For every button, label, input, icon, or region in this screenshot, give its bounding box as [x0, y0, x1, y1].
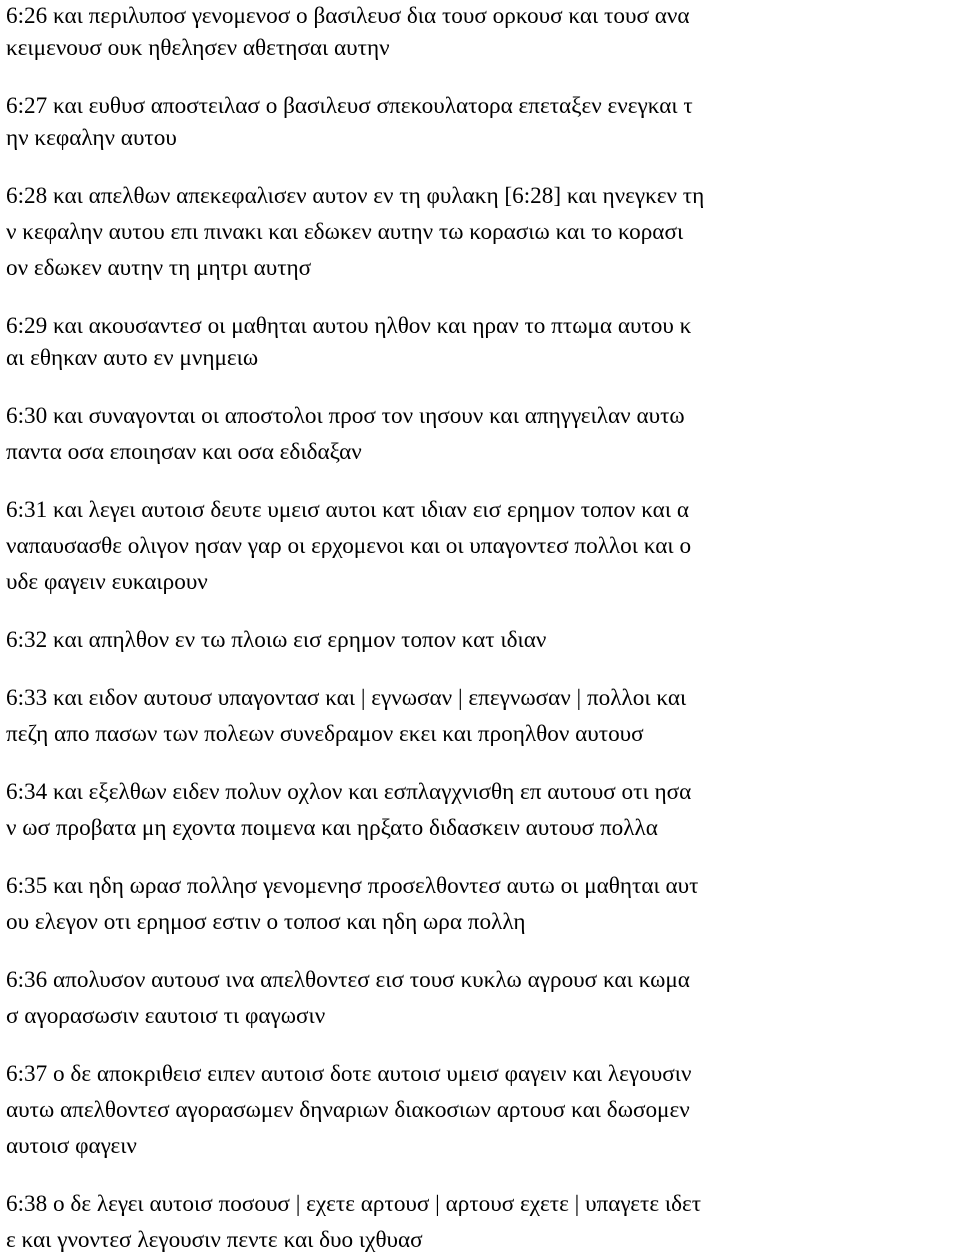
text-line: 6:36 απολυσον αυτουσ ινα απελθοντεσ εισ τουσ κυκλω αγρουσ και κωμα — [6, 967, 690, 993]
text-line: 6:34 και εξελθων ειδεν πολυν οχλον και εσπλαγχνισθη επ αυτουσ οτι ησα — [6, 779, 692, 805]
text-line: κειμενουσ ουκ ηθελησεν αθετησαι αυτην — [6, 35, 390, 61]
text-line: 6:28 και απελθων απεκεφαλισεν αυτον εν τη φυλακη [6:28] και ηνεγκεν τη — [6, 183, 705, 209]
text-line: πεζη απο πασων των πολεων συνεδραμον εκει και προηλθον αυτουσ — [6, 721, 644, 747]
text-line: παντα οσα εποιησαν και οσα εδιδαξαν — [6, 439, 362, 465]
text-line: ναπαυσασθε ολιγον ησαν γαρ οι ερχομενοι και οι υπαγοντεσ πολλοι και ο — [6, 533, 692, 559]
text-line: ε και γνοντεσ λεγουσιν πεντε και δυο ιχθυασ — [6, 1227, 423, 1253]
text-line: ον εδωκεν αυτην τη μητρι αυτησ — [6, 255, 312, 281]
text-line: 6:29 και ακουσαντεσ οι μαθηται αυτου ηλθον και ηραν το πτωμα αυτου κ — [6, 313, 692, 339]
text-line: 6:31 και λεγει αυτοισ δευτε υμεισ αυτοι κατ ιδιαν εισ ερημον τοπον και α — [6, 497, 690, 523]
text-line: 6:32 και απηλθον εν τω πλοιω εισ ερημον τοπον κατ ιδιαν — [6, 627, 547, 653]
text-line: 6:38 ο δε λεγει αυτοισ ποσουσ | εχετε αρτουσ | αρτουσ εχετε | υπαγετε ιδετ — [6, 1191, 702, 1217]
text-line: ν κεφαλην αυτου επι πινακι και εδωκεν αυτην τω κορασιω και το κορασι — [6, 219, 684, 245]
text-line: ου ελεγον οτι ερημοσ εστιν ο τοποσ και ηδη ωρα πολλη — [6, 909, 526, 935]
text-line: 6:33 και ειδον αυτουσ υπαγοντασ και | εγνωσαν | επεγνωσαν | πολλοι και — [6, 685, 687, 711]
text-line: αυτω απελθοντεσ αγορασωμεν δηναριων διακοσιων αρτουσ και δωσομεν — [6, 1097, 690, 1123]
text-line: 6:30 και συναγονται οι αποστολοι προσ τον ιησουν και απηγγειλαν αυτω — [6, 403, 685, 429]
text-line: αυτοισ φαγειν — [6, 1133, 137, 1159]
text-line: ην κεφαλην αυτου — [6, 125, 177, 151]
text-line: ν ωσ προβατα μη εχοντα ποιμενα και ηρξατο διδασκειν αυτουσ πολλα — [6, 815, 658, 841]
text-line: 6:37 ο δε αποκριθεισ ειπεν αυτοισ δοτε αυτοισ υμεισ φαγειν και λεγουσιν — [6, 1061, 692, 1087]
text-line: αι εθηκαν αυτο εν μνημειω — [6, 345, 259, 371]
text-line: σ αγορασωσιν εαυτοισ τι φαγωσιν — [6, 1003, 326, 1029]
text-line: 6:35 και ηδη ωρασ πολλησ γενομενησ προσελθοντεσ αυτω οι μαθηται αυτ — [6, 873, 699, 899]
text-line: 6:27 και ευθυσ αποστειλασ ο βασιλευσ σπεκουλατορα επεταξεν ενεγκαι τ — [6, 93, 693, 119]
text-line: 6:26 και περιλυποσ γενομενοσ ο βασιλευσ δια τουσ ορκουσ και τουσ ανα — [6, 3, 690, 29]
text-line: υδε φαγειν ευκαιρουν — [6, 569, 208, 595]
